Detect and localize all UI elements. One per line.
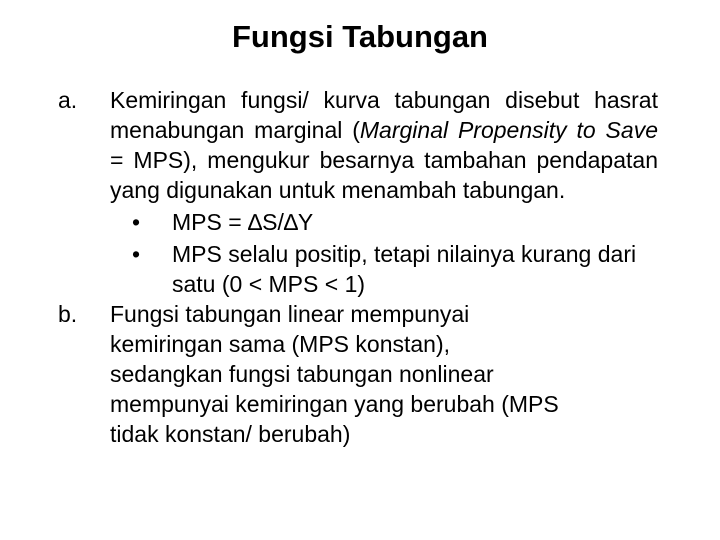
item-a-text-part-2: = MPS), mengukur besarnya tambahan pendapatan yang digunakan untuk menambah tabungan. <box>110 147 658 203</box>
list-marker-a: a. <box>58 87 78 113</box>
list-item-a <box>58 85 658 299</box>
sub-bullet-1-text: MPS = ∆S/∆Y <box>172 209 314 235</box>
list-item-b <box>58 299 658 449</box>
bullet-icon: • <box>132 209 141 235</box>
sub-bullet-2-text: MPS selalu positip, tetapi nilainya kurang dari satu (0 < MPS < 1) <box>172 241 637 297</box>
slide-title: Fungsi Tabungan <box>231 19 488 54</box>
list-item-b-text <box>110 299 658 449</box>
item-a-italic-term: Marginal Propensity to Save <box>359 117 658 143</box>
item-b-line: mempunyai kemiringan yang berubah (MPS <box>110 391 559 417</box>
list-marker-b: b. <box>58 301 78 327</box>
item-b-line: sedangkan fungsi tabungan nonlinear <box>110 361 494 387</box>
item-b-line: tidak konstan/ berubah) <box>110 421 351 447</box>
item-a-text-part-1: Kemiringan fungsi/ kurva tabungan disebut hasrat menabungan marginal ( <box>110 87 658 143</box>
item-b-line: kemiringan sama (MPS konstan), <box>110 331 451 357</box>
item-b-line: Fungsi tabungan linear mempunyai <box>110 301 470 327</box>
bullet-icon: • <box>132 241 141 267</box>
slide-content <box>58 85 658 449</box>
sub-bullet-2 <box>110 239 658 299</box>
list-item-a-text <box>110 85 658 205</box>
sub-bullet-1 <box>110 207 658 237</box>
